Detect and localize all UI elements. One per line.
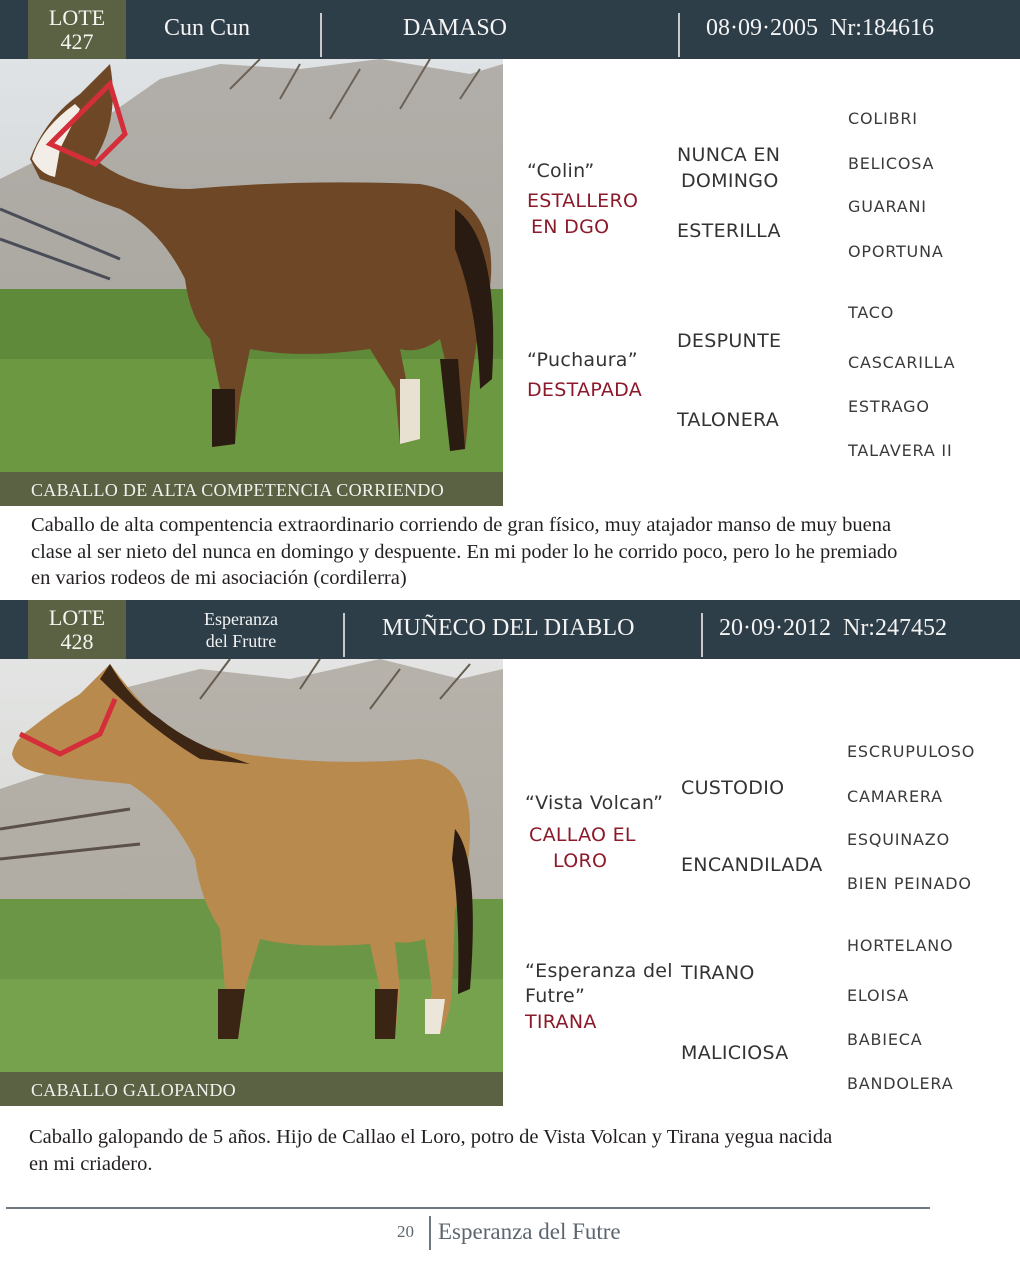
dam-registered-name: DESTAPADA: [527, 379, 643, 401]
description-line: Caballo galopando de 5 años. Hijo de Callao el Loro, potro de Vista Volcan y Tirana yegua nacida: [29, 1126, 833, 1148]
lote-badge: [28, 600, 126, 659]
ancestor: ESCRUPULOSO: [847, 742, 976, 761]
breeder-name: [200, 608, 282, 652]
footer-rule: [6, 1207, 930, 1209]
divider: [320, 13, 322, 57]
grandsire: DESPUNTE: [677, 330, 782, 352]
footer-divider: [429, 1216, 431, 1250]
ancestor: CAMARERA: [847, 787, 943, 806]
ancestor: ESQUINAZO: [847, 830, 950, 849]
divider: [678, 13, 680, 57]
horse-photo: [0, 59, 503, 472]
dam-name-cont: Futre”: [525, 985, 586, 1007]
sire-registered-name: CALLAO EL: [529, 824, 636, 846]
description-line: en varios rodeos de mi asociación (cordilerra): [31, 567, 407, 589]
divider: [343, 613, 345, 657]
dam-name: “Puchaura”: [527, 349, 638, 371]
birth-date-registry: 08·09·2005 Nr:184616: [706, 15, 934, 41]
ancestor: BELICOSA: [848, 154, 935, 173]
lote-label: LOTE: [48, 5, 106, 30]
ancestor: BABIECA: [847, 1030, 923, 1049]
dam-registered-name: TIRANA: [525, 1011, 597, 1033]
horse-name: MUÑECO DEL DIABLO: [382, 615, 635, 641]
ancestor: HORTELANO: [847, 936, 954, 955]
ancestor: CASCARILLA: [848, 353, 956, 372]
page-number: 20: [397, 1222, 414, 1241]
publication-title: Esperanza del Futre: [438, 1219, 621, 1244]
horse-photo: [0, 659, 503, 1072]
dam-name: “Esperanza del: [525, 960, 673, 982]
granddam: ESTERILLA: [677, 220, 781, 242]
divider: [701, 613, 703, 657]
granddam: ENCANDILADA: [681, 854, 823, 876]
granddam: MALICIOSA: [681, 1042, 789, 1064]
ancestor: COLIBRI: [848, 109, 918, 128]
lot-428-header: [0, 600, 1020, 659]
ancestor: ESTRAGO: [848, 397, 930, 416]
sire-name: “Vista Volcan”: [525, 792, 664, 814]
horse-name: DAMASO: [403, 15, 508, 41]
ancestor: GUARANI: [848, 197, 927, 216]
page-footer: [0, 1214, 1020, 1254]
description-line: clase al ser nieto del nunca en domingo y despuente. En mi poder lo he corrido poco, pero lo he premiado: [31, 540, 898, 563]
ancestor: BIEN PEINADO: [847, 874, 972, 893]
lote-number: 428: [60, 629, 94, 654]
ancestor: OPORTUNA: [848, 242, 944, 261]
breeder-line: Esperanza: [204, 609, 278, 629]
birth-date-registry: 20·09·2012 Nr:247452: [719, 615, 947, 641]
ancestor: BANDOLERA: [847, 1074, 954, 1093]
ancestor: TALAVERA II: [848, 441, 953, 460]
photo-caption: CABALLO DE ALTA COMPETENCIA CORRIENDO: [0, 472, 503, 506]
grandsire-cont: DOMINGO: [681, 170, 779, 192]
grandsire: CUSTODIO: [681, 777, 785, 799]
grandsire: TIRANO: [681, 962, 755, 984]
description-line: Caballo de alta compentencia extraordinario corriendo de gran físico, muy atajador manso de muy buena: [31, 514, 892, 536]
breeder-line: del Frutre: [205, 631, 277, 651]
granddam: TALONERA: [677, 409, 780, 431]
ancestor: TACO: [848, 303, 895, 322]
photo-caption: CABALLO GALOPANDO: [0, 1072, 503, 1106]
sire-registered-name-cont: EN DGO: [531, 216, 610, 238]
lot-427-header: [0, 0, 1020, 59]
sire-registered-name: ESTALLERO: [527, 190, 639, 212]
description-line: en mi criadero.: [29, 1152, 153, 1175]
sire-name: “Colin”: [527, 160, 595, 182]
sire-registered-name-cont: LORO: [553, 850, 608, 872]
lote-number: 427: [60, 29, 94, 54]
lot-description: [31, 512, 897, 592]
lote-label: LOTE: [48, 605, 106, 630]
ancestor: ELOISA: [847, 986, 909, 1005]
lot-description: [29, 1124, 832, 1177]
breeder-name: Cun Cun: [164, 15, 251, 41]
lote-badge: [28, 0, 126, 59]
grandsire: NUNCA EN: [677, 144, 781, 166]
